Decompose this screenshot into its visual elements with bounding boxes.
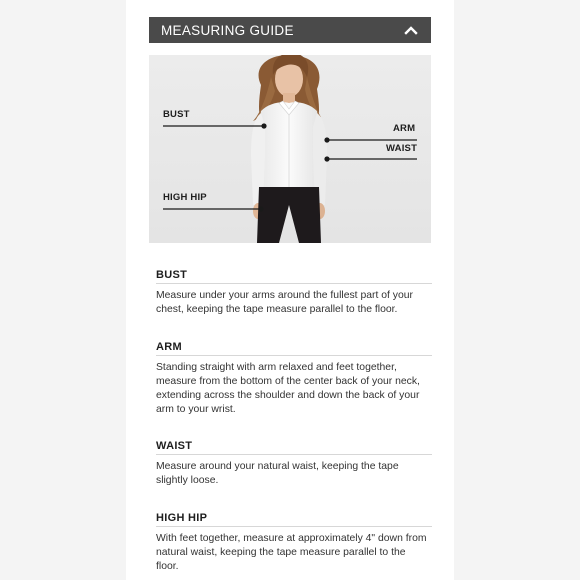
section-title: WAIST [156, 440, 193, 452]
divider [156, 355, 432, 356]
divider [156, 526, 432, 527]
high-hip-section [156, 510, 432, 574]
measuring-guide-header[interactable] [149, 17, 431, 43]
arm-label: ARM [393, 123, 416, 134]
bust-section [156, 267, 432, 317]
high-hip-label: HIGH HIP [163, 192, 207, 203]
bust-label: BUST [163, 109, 190, 120]
waist-label: WAIST [386, 143, 418, 154]
section-description: Measure around your natural waist, keeping the tape slightly loose. [156, 461, 399, 486]
section-description: Standing straight with arm relaxed and feet together, measure from the bottom of the center back of your neck, extending across the shoulder and down the back of your arm to your wrist. [156, 362, 420, 415]
divider [156, 283, 432, 284]
chevron-up-icon[interactable] [403, 24, 419, 36]
section-title: HIGH HIP [156, 512, 208, 524]
divider [156, 454, 432, 455]
measurement-illustration [149, 55, 431, 243]
section-title: BUST [156, 269, 188, 281]
section-title: ARM [156, 341, 182, 353]
header-title: MEASURING GUIDE [161, 22, 294, 38]
arm-section [156, 339, 432, 417]
section-description: With feet together, measure at approximately 4" down from natural waist, keeping the tape measure parallel to the floor. [156, 533, 427, 572]
section-description: Measure under your arms around the fullest part of your chest, keeping the tape measure parallel to the floor. [156, 290, 414, 315]
waist-section [156, 438, 432, 488]
